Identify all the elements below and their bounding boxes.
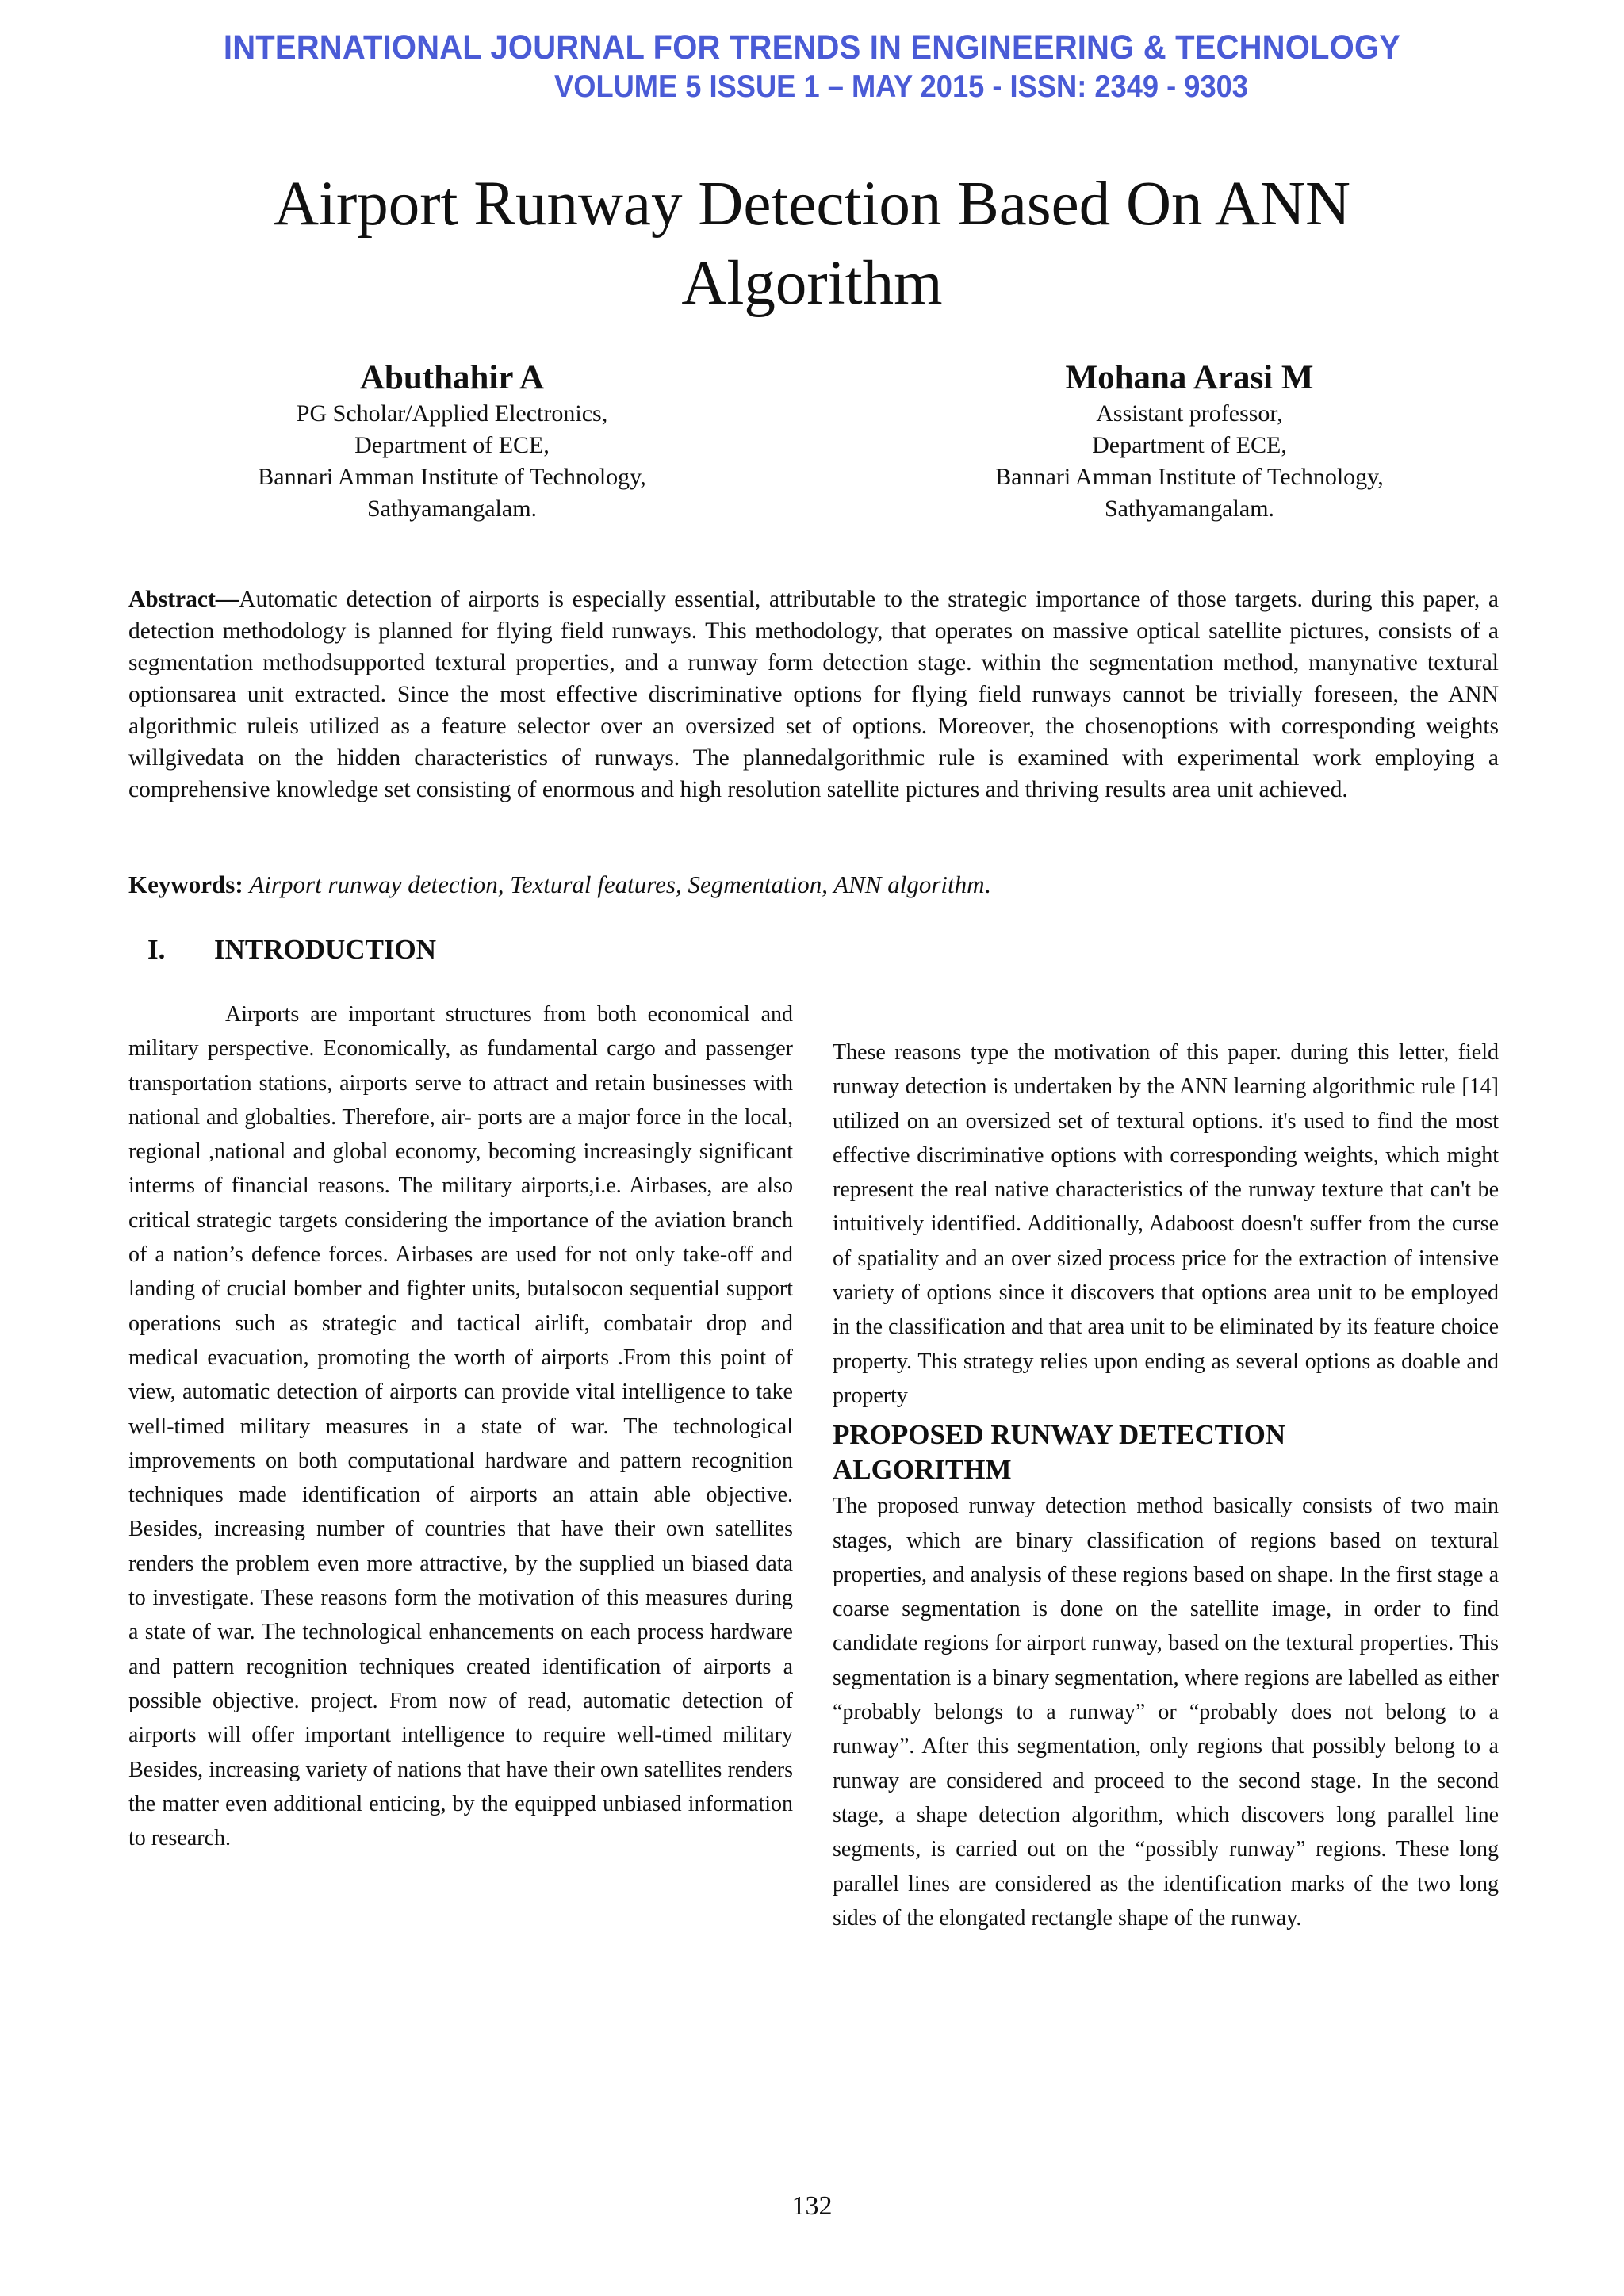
author-1 xyxy=(214,358,690,525)
page-number: 132 xyxy=(791,2191,833,2221)
author-place: Sathyamangalam. xyxy=(1104,496,1275,522)
keywords-label: Keywords: xyxy=(128,871,243,898)
author-institute: Bannari Amman Institute of Technology, xyxy=(258,464,646,490)
left-column xyxy=(128,997,793,1855)
author-institute: Bannari Amman Institute of Technology, xyxy=(995,464,1384,490)
abstract-label: Abstract— xyxy=(128,587,239,612)
proposed-algorithm-heading-line-2: ALGORITHM xyxy=(833,1454,1012,1486)
keywords-end: . xyxy=(984,871,991,898)
author-2 xyxy=(928,358,1451,525)
section-title: INTRODUCTION xyxy=(214,934,437,965)
introduction-paragraph: Airports are important structures from both economical and military perspective. Economically, as fundamental cargo and passenger transportation stations, airports serve to attract and retain businesses with national and globalties. Therefore, air- ports are a major force in the local, regional ,national and global economy, becoming increasingly significant interms of financial reasons. The military airports,i.e. Airbases, are also critical strategic targets considering the importance of the aviation branch of a nation’s defence forces. Airbases are used for not only take-off and landing of crucial bomber and fighter units, butalsocon sequential support operations such as strategic and tactical airlift, combatair drop and medical evacuation, promoting the worth of airports .From this point of view, automatic detection of airports can provide vital intelligence to take well-timed military measures in a state of war. The technological improvements on both computational hardware and pattern recognition techniques made identification of airports an attain able objective. Besides, increasing number of countries that have their own satellites renders the problem even more attractive, by the supplied un biased data to investigate. These reasons form the motivation of this measures during a state of war. The technological enhancements on each process hardware and pattern recognition techniques created identification of airports a possible objective. project. From now of read, automatic detection of airports will offer important intelligence to require well-timed military Besides, increasing variety of nations that have their own satellites renders the matter even additional enticing, by the equipped unbiased information to research. xyxy=(128,1002,793,1851)
journal-issue-info: VOLUME 5 ISSUE 1 – MAY 2015 - ISSN: 2349 - 9303 xyxy=(554,70,1248,104)
keywords xyxy=(128,869,1499,901)
proposed-algorithm-heading xyxy=(833,1418,1499,1487)
paper-title-line-2: Algorithm xyxy=(681,249,943,318)
journal-name: INTERNATIONAL JOURNAL FOR TRENDS IN ENGINEERING & TECHNOLOGY xyxy=(223,29,1401,67)
author-role: Assistant professor, xyxy=(1096,400,1283,427)
authors-block xyxy=(0,358,1624,533)
author-place: Sathyamangalam. xyxy=(366,496,538,522)
author-department: Department of ECE, xyxy=(1092,432,1287,458)
abstract-text: Automatic detection of airports is especially essential, attributable to the strategic importance of those targets. during this paper, a detection methodology is planned for flying field runways. This methodology, that operates on massive optical satellite pictures, consists of a segmentation methodsupported textural properties, and a runway form detection stage. within the segmentation method, manynative textural optionsarea unit extracted. Since the most effective discriminative options for flying field runways cannot be trivially foreseen, the ANN algorithmic ruleis utilized as a feature selector over an oversized set of options. Moreover, the chosenoptions with corresponding weights willgivedata on the hidden characteristics of runways. The plannedalgorithmic rule is examined with experimental work employing a comprehensive knowledge set consisting of enormous and high resolution satellite pictures and thriving results area unit achieved. xyxy=(128,587,1499,802)
section-number: I. xyxy=(147,934,166,965)
author-role: PG Scholar/Applied Electronics, xyxy=(296,400,608,427)
keywords-text: Airport runway detection, Textural features, Segmentation, ANN algorithm xyxy=(249,871,985,898)
proposed-method-paragraph: The proposed runway detection method basically consists of two main stages, which are binary classification of regions based on textural properties, and analysis of these regions based on shape. In the first stage a coarse segmentation is done on the satellite image, in order to find candidate regions for airport runway, based on the textural properties. This segmentation is a binary segmentation, where regions are labelled as either “probably belongs to a runway” or “probably does not belong to a runway”. After this segmentation, only regions that possibly belong to a runway are considered and proceed to the second stage. In the second stage, a shape detection algorithm, which discovers long parallel line segments, is carried out on the “possibly runway” regions. These long parallel lines are considered as the identification marks of the two long sides of the elongated rectangle shape of the runway. xyxy=(833,1494,1499,1931)
journal-header xyxy=(0,27,1624,106)
author-name: Abuthahir A xyxy=(359,359,545,396)
abstract xyxy=(128,584,1499,806)
right-column xyxy=(833,1035,1499,1935)
motivation-paragraph: These reasons type the motivation of this paper. during this letter, field runway detection is undertaken by the ANN learning algorithmic rule [14] utilized on an oversized set of textural options. it's used to find the most effective discriminative options with corresponding weights, which might represent the real native characteristics of the runway texture that can't be intuitively identified. Additionally, Adaboost doesn't suffer from the curse of spatiality and an over sized process price for the extraction of intensive variety of options since it discovers that options area unit to be employed in the classification and that area unit to be eliminated by its feature choice property. This strategy relies upon ending as several options as doable and property xyxy=(833,1040,1499,1408)
paper-title xyxy=(0,165,1624,323)
paper-title-line-1: Airport Runway Detection Based On ANN xyxy=(273,170,1351,239)
section-heading-introduction xyxy=(147,932,436,967)
proposed-algorithm-heading-line-1: PROPOSED RUNWAY DETECTION xyxy=(833,1419,1286,1451)
author-department: Department of ECE, xyxy=(354,432,550,458)
author-name: Mohana Arasi M xyxy=(1065,359,1314,396)
